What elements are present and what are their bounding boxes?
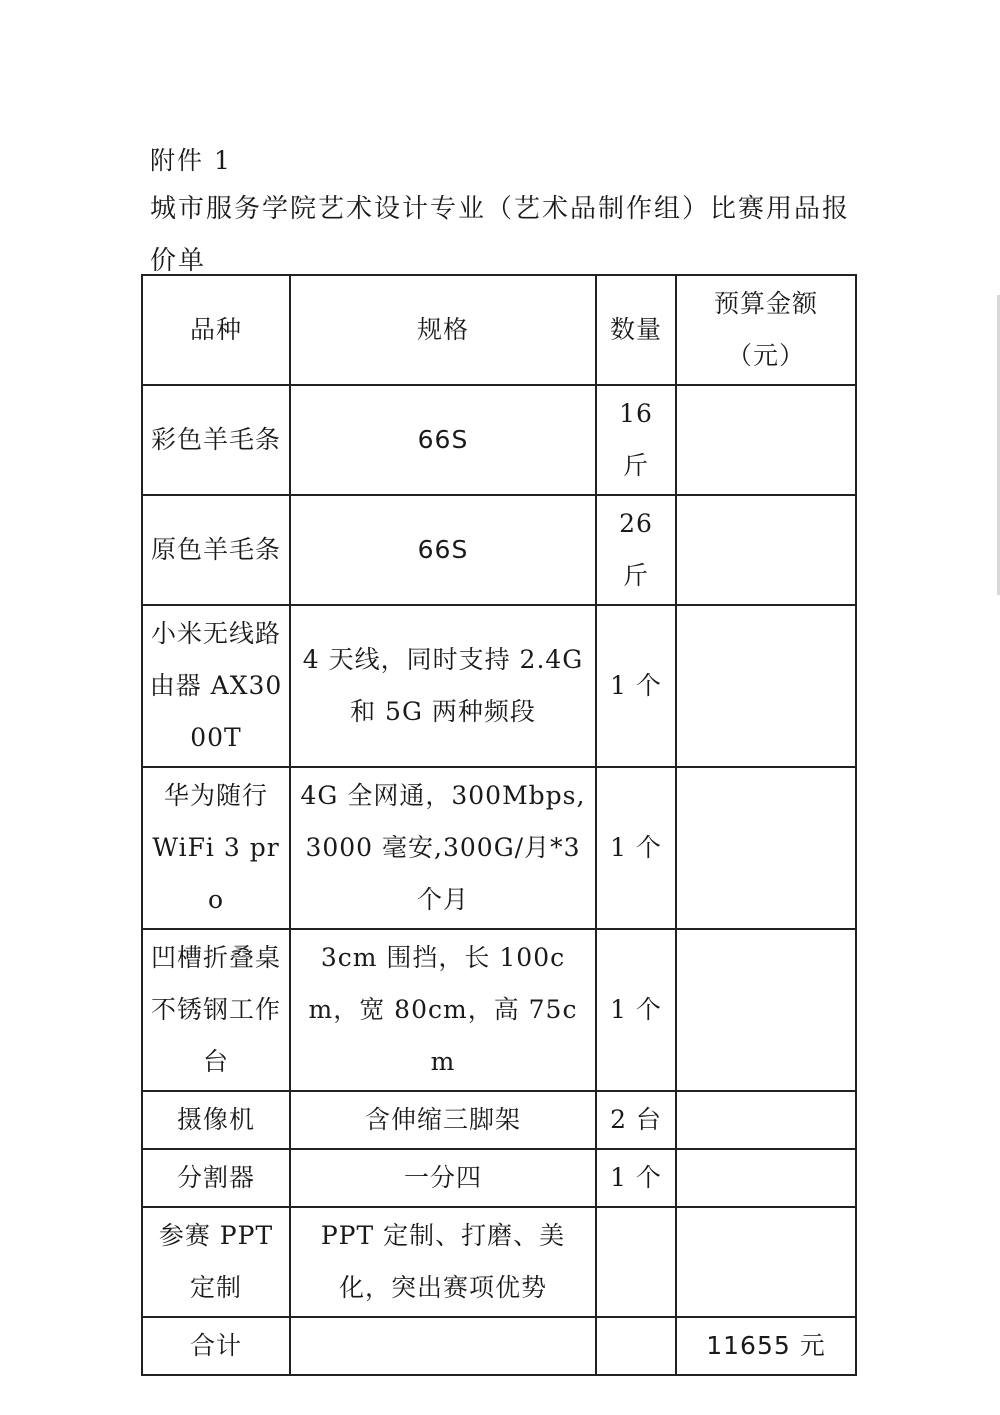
table-row — [142, 605, 856, 767]
table-row — [142, 767, 856, 929]
amount-cell — [676, 605, 856, 767]
qty-cell: 1 个 — [596, 767, 676, 929]
amount-cell — [676, 1091, 856, 1149]
item-cell: 小米无线路由器 AX3000T — [142, 605, 290, 767]
total-spec-cell — [290, 1317, 596, 1375]
item-cell: 摄像机 — [142, 1091, 290, 1149]
total-amount: 11655 元 — [676, 1317, 856, 1375]
item-cell: 华为随行 WiFi 3 pro — [142, 767, 290, 929]
table-header-row — [142, 275, 856, 385]
item-cell: 原色羊毛条 — [142, 495, 290, 605]
item-cell: 凹槽折叠桌不锈钢工作台 — [142, 929, 290, 1091]
total-row — [142, 1317, 856, 1375]
spec-cell: 一分四 — [290, 1149, 596, 1207]
qty-cell: 16 斤 — [596, 385, 676, 495]
total-qty-cell — [596, 1317, 676, 1375]
spec-cell: 66S — [290, 385, 596, 495]
table-row — [142, 385, 856, 495]
amount-cell — [676, 385, 856, 495]
amount-cell — [676, 495, 856, 605]
qty-cell: 2 台 — [596, 1091, 676, 1149]
spec-cell: PPT 定制、打磨、美化，突出赛项优势 — [290, 1207, 596, 1317]
spec-cell: 含伸缩三脚架 — [290, 1091, 596, 1149]
qty-cell: 26 斤 — [596, 495, 676, 605]
amount-cell — [676, 1207, 856, 1317]
header-spec: 规格 — [290, 275, 596, 385]
spec-cell: 4 天线，同时支持 2.4G 和 5G 两种频段 — [290, 605, 596, 767]
quote-table — [141, 274, 857, 1376]
qty-cell: 1 个 — [596, 929, 676, 1091]
item-cell: 参赛 PPT 定制 — [142, 1207, 290, 1317]
spec-cell: 4G 全网通，300Mbps,3000 毫安,300G/月*3 个月 — [290, 767, 596, 929]
header-qty: 数量 — [596, 275, 676, 385]
qty-cell: 1 个 — [596, 1149, 676, 1207]
total-label: 合计 — [142, 1317, 290, 1375]
header-amount: 预算金额（元） — [676, 275, 856, 385]
header-item: 品种 — [142, 275, 290, 385]
table-row — [142, 495, 856, 605]
amount-cell — [676, 1149, 856, 1207]
amount-cell — [676, 929, 856, 1091]
spec-cell: 66S — [290, 495, 596, 605]
table-row — [142, 1091, 856, 1149]
document-title: 城市服务学院艺术设计专业（艺术品制作组）比赛用品报价单 — [150, 194, 851, 276]
item-cell: 彩色羊毛条 — [142, 385, 290, 495]
qty-cell: 1 个 — [596, 605, 676, 767]
qty-cell — [596, 1207, 676, 1317]
attachment-label: 附件 1 — [150, 146, 232, 175]
table-row — [142, 929, 856, 1091]
spec-cell: 3cm 围挡，长 100cm，宽 80cm，高 75cm — [290, 929, 596, 1091]
table-row — [142, 1207, 856, 1317]
item-cell: 分割器 — [142, 1149, 290, 1207]
table-row — [142, 1149, 856, 1207]
amount-cell — [676, 767, 856, 929]
